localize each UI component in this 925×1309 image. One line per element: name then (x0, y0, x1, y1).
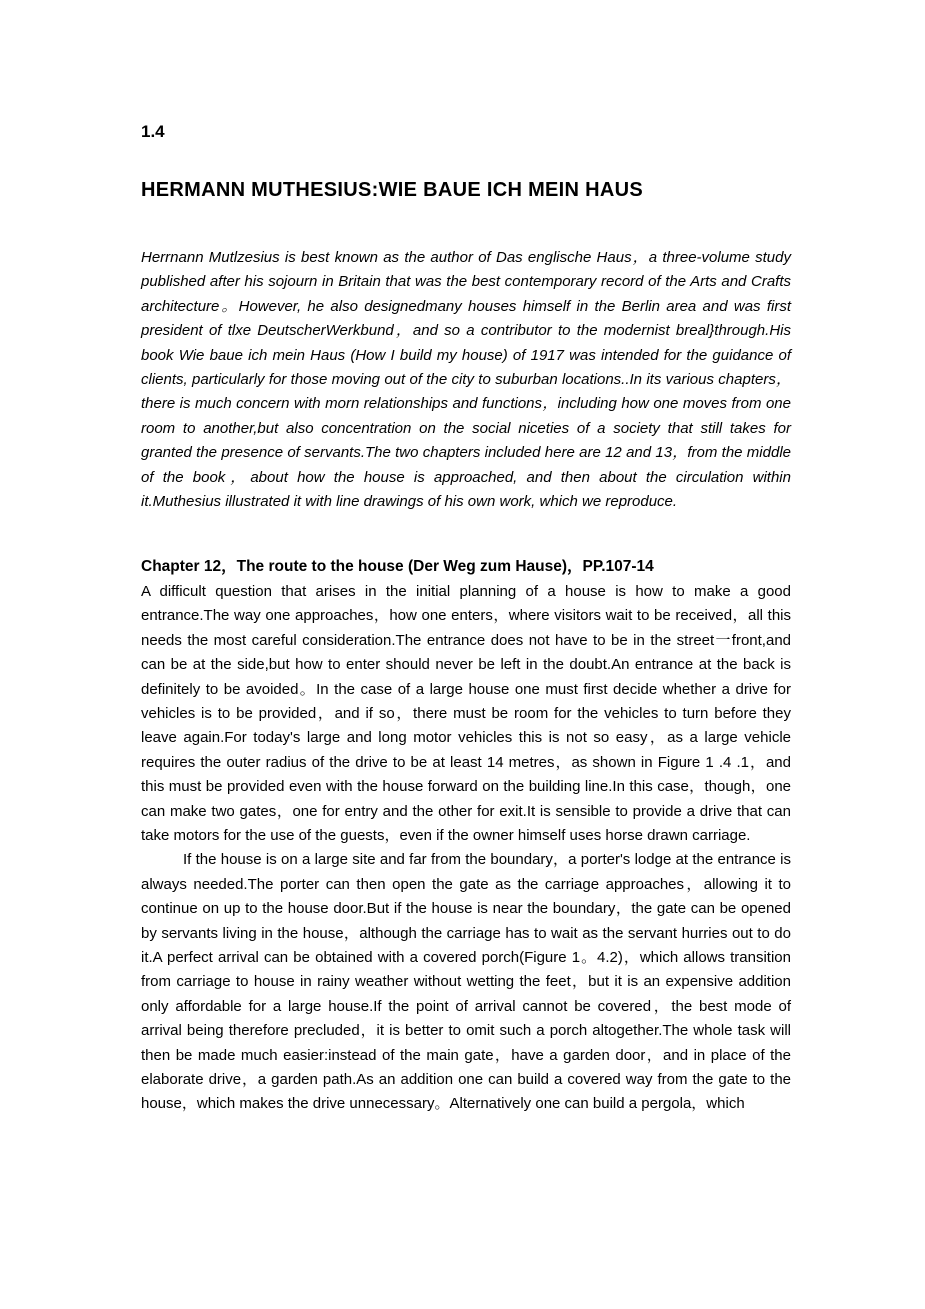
body-paragraph-2: If the house is on a large site and far from the boundary，a porter's lodge at the entrance is always needed.The porter can then open the gate as the carriage approaches，allowing it to continue on up to the house door.But if the house is near the boundary，the gate can be opened by servants living in the house，although the carriage has to wait as the servant hurries out to do it.A perfect arrival can be obtained with a covered porch(Figure 1。4.2)，which allows transition from carriage to house in rainy weather without wetting the feet，but it is an expensive addition only affordable for a large house.If the point of arrival cannot be covered，the best mode of arrival being therefore precluded，it is better to omit such a porch altogether.The whole task will then be made much easier:instead of the main gate，have a garden door，and in place of the elaborate drive，a garden path.As an addition one can build a covered way from the gate to the house，which makes the drive unnecessary。Alternatively one can build a pergola，which (141, 851, 791, 1113)
page-title: HERMANN MUTHESIUS:WIE BAUE ICH MEIN HAUS (141, 179, 643, 201)
body-paragraph-1: A difficult question that arises in the initial planning of a house is how to make a good entrance.The way one approaches，how one enters，where visitors wait to be received，all this needs the most careful consideration.The entrance does not have to be in the street一front,and can be at the side,but how to enter should never be left in the doubt.An entrance at the back is definitely to be avoided。In the case of a large house one must first decide whether a drive for vehicles is to be provided，and if so，there must be room for the vehicles to turn before they leave again.For today's large and long motor vehicles this is not so easy，as a large vehicle requires the outer radius of the drive to be at least 14 metres，as shown in Figure 1 .4 .1，and this must be provided even with the house forward on the building line.In this case，though，one can make two gates，one for entry and the other for exit.It is sensible to provide a drive that can take motors for the use of the guests，even if the owner himself uses horse drawn carriage. (141, 582, 791, 844)
chapter-heading: Chapter 12，The route to the house (Der Weg zum Hause)，PP.107-14 (141, 558, 654, 576)
introduction-paragraph: Herrnann Mutlzesius is best known as the author of Das englische Haus，a three-volume study published after his sojourn in Britain that was the best contemporary record of the Arts and Crafts architecture。However, he also designedmany houses himself in the Berlin area and was first president of tlxe DeutscherWerkbund，and so a contributor to the modernist breal}through.His book Wie baue ich mein Haus (How I build my house) of 1917 was intended for the guidance of clients, particularly for those moving out of the city to suburban locations..In its various chapters，there is much concern with morn relationships and functions，including how one moves from one room to another,but also concentration on the social niceties of a society that still takes for granted the presence of servants.The two chapters included here are 12 and 13，from the middle of the book，about how the house is approached, and then about the circulation within it.Muthesius illustrated it with line drawings of his own work, which we reproduce. (141, 249, 791, 511)
section-number: 1.4 (141, 122, 165, 141)
page-content (141, 0, 791, 1117)
